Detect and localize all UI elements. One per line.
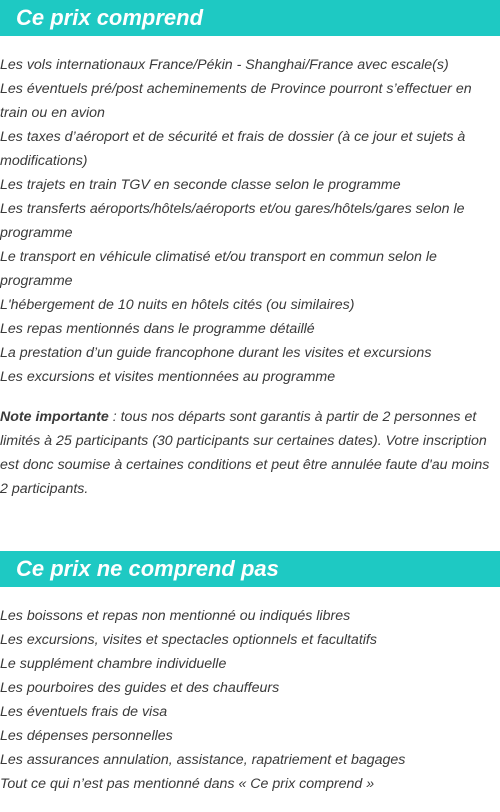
list-item: Les vols internationaux France/Pékin - Shanghai/France avec escale(s) — [0, 57, 449, 73]
excluded-list — [0, 604, 500, 796]
excluded-section-title: Ce prix ne comprend pas — [0, 551, 500, 587]
important-note — [0, 405, 500, 501]
list-item: Le transport en véhicule climatisé et/ou transport en commun selon le programme — [0, 249, 437, 289]
note-text: : tous nos départs sont garantis à partir de 2 personnes et limités à 25 participants (30 participants sur certaines dates). Votre inscription est donc soumise à certaines conditions et peut être annulée faute d'au moins 2 participants. — [0, 409, 490, 497]
list-item: Les boissons et repas non mentionné ou indiqués libres — [0, 608, 351, 624]
list-item: Les pourboires des guides et des chauffeurs — [0, 680, 280, 696]
list-item: Les éventuels pré/post acheminements de Province pourront s’effectuer en train ou en avion — [0, 81, 472, 121]
list-item: Les taxes d’aéroport et de sécurité et frais de dossier (à ce jour et sujets à modifications) — [0, 129, 466, 169]
list-item: Les assurances annulation, assistance, rapatriement et bagages — [0, 752, 406, 768]
list-item: Les transferts aéroports/hôtels/aéroports et/ou gares/hôtels/gares selon le programme — [0, 201, 465, 241]
list-item: La prestation d’un guide francophone durant les visites et excursions — [0, 345, 432, 361]
list-item: Les excursions et visites mentionnées au programme — [0, 369, 336, 385]
list-item: Les excursions, visites et spectacles optionnels et facultatifs — [0, 632, 377, 648]
list-item: L'hébergement de 10 nuits en hôtels cités (ou similaires) — [0, 297, 355, 313]
list-item: Les éventuels frais de visa — [0, 704, 168, 720]
list-item: Le supplément chambre individuelle — [0, 656, 227, 672]
list-item: Tout ce qui n’est pas mentionné dans « Ce prix comprend » — [0, 776, 375, 792]
included-list — [0, 53, 500, 389]
list-item: Les repas mentionnés dans le programme détaillé — [0, 321, 315, 337]
list-item: Les dépenses personnelles — [0, 728, 173, 744]
list-item: Les trajets en train TGV en seconde classe selon le programme — [0, 177, 401, 193]
note-label: Note importante — [0, 409, 109, 425]
included-section-title: Ce prix comprend — [0, 0, 500, 36]
